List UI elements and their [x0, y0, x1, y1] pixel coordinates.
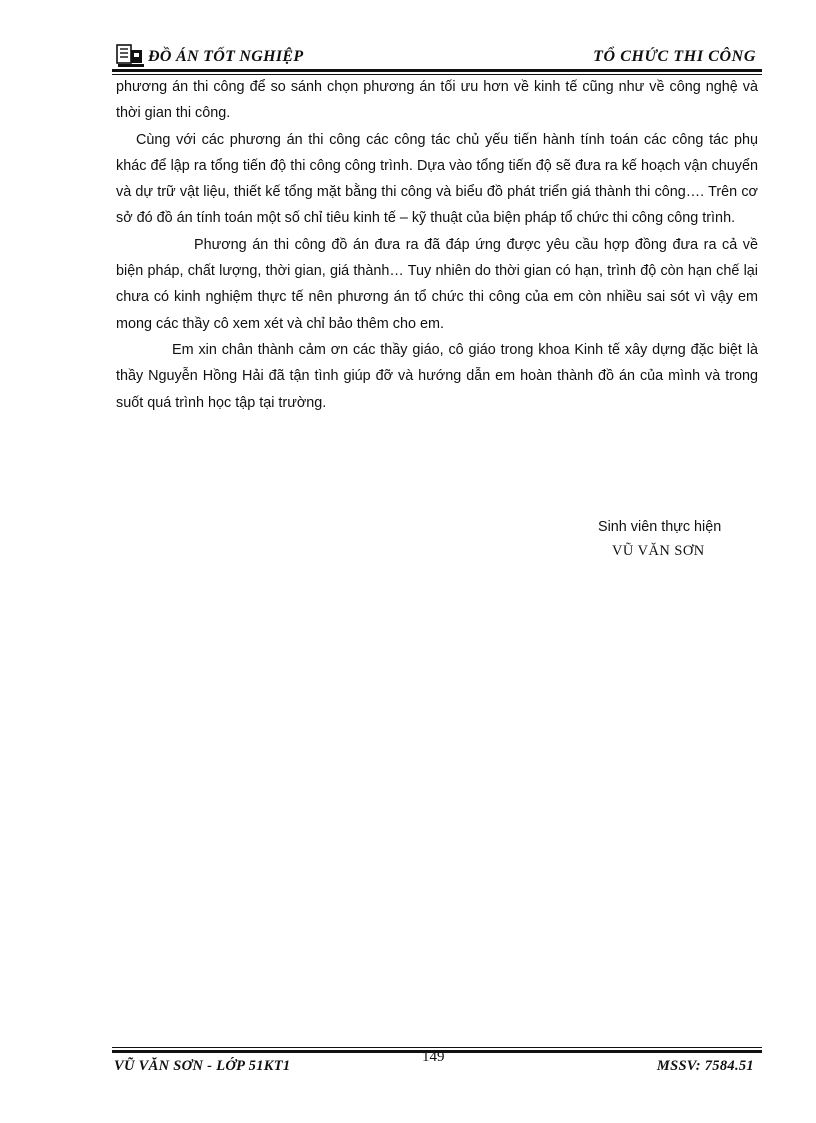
page-header — [112, 44, 762, 70]
paragraph-4: Em xin chân thành cảm ơn các thầy giáo, cô giáo trong khoa Kinh tế xây dựng đặc biệt là thầy Nguyễn Hồng Hải đã tận tình giúp đỡ và hướng dẫn em hoàn thành đồ án của mình và trong suốt quá trình học tập tại trường. — [116, 341, 758, 411]
school-logo-icon — [116, 44, 146, 68]
signature-role: Sinh viên thực hiện — [598, 519, 722, 535]
footer-student-id: MSSV: 7584.51 — [656, 1058, 754, 1074]
page-number: 149 — [422, 1049, 445, 1065]
body-content — [116, 74, 758, 416]
footer-rule-thin — [112, 1047, 762, 1048]
paragraph-3: Phương án thi công đồ án đưa ra đã đáp ứng được yêu cầu hợp đồng đưa ra cả về biện pháp, chất lượng, thời gian, giá thành… Tuy nhiên do thời gian có hạn, trình độ còn hạn chế lại chưa có kinh nghiệm thực tế nên phương án tổ chức thi công của em còn nhiều sai sót vì vậy em mong các thầy cô xem xét và chỉ bảo thêm cho em. — [116, 236, 758, 332]
footer-author-class: VŨ VĂN SƠN - LỚP 51KT1 — [114, 1058, 291, 1074]
document-title: ĐỒ ÁN TỐT NGHIỆP — [148, 48, 304, 65]
paragraph-2: Cùng với các phương án thi công các công tác chủ yếu tiến hành tính toán các công tác phụ khác để lập ra tổng tiến độ thi công công trình. Dựa vào tổng tiến độ sẽ đưa ra kế hoạch vận chuyển và dự trữ vật liệu, thiết kế tổng mặt bằng thi công và biểu đồ phát triển giá thành thi công…. Trên cơ sở đó đồ án tính toán một số chỉ tiêu kinh tế – kỹ thuật của biện pháp tổ chức thi công công trình. — [116, 131, 758, 227]
paragraph-1: phương án thi công để so sánh chọn phương án tối ưu hơn về kinh tế cũng như về công nghệ và thời gian thi công. — [116, 79, 758, 122]
signature-name: VŨ VĂN SƠN — [612, 543, 705, 559]
header-rule-thick — [112, 69, 762, 72]
section-title: TỔ CHỨC THI CÔNG — [593, 48, 756, 65]
